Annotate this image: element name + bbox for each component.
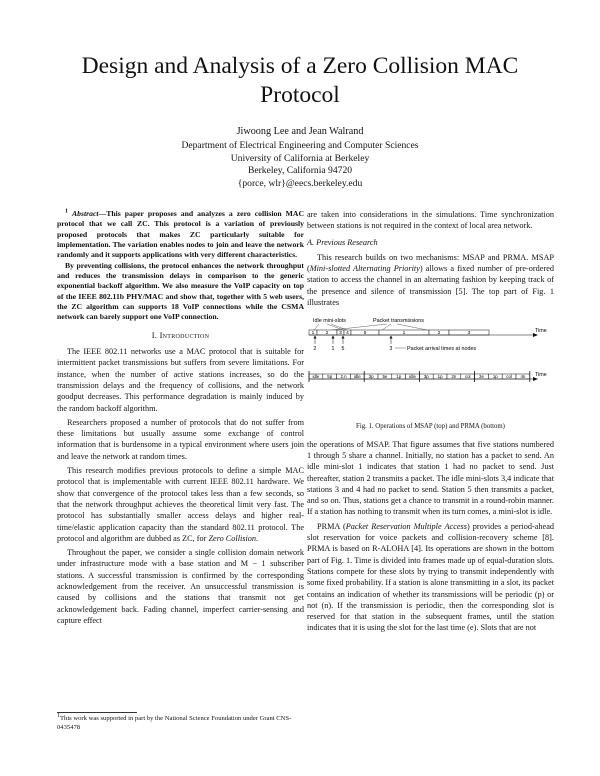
msap-slot-label: 4 xyxy=(346,331,349,337)
paragraph-text: ) allows a fixed number of pre-ordered station to access the channel in an alternating fashion by keeping track of the presence and silence of transmission [5]. The top part of Fig. 1 illustrates xyxy=(307,264,554,308)
prma-timeline xyxy=(309,371,530,382)
right-column xyxy=(307,209,554,634)
section-heading-introduction: I. Introduction xyxy=(151,330,210,340)
paragraph-text: PRMA ( xyxy=(317,521,346,531)
prma-slot-label: 5p xyxy=(327,374,333,380)
figure-1 xyxy=(307,314,554,421)
intro-paragraph-1: The IEEE 802.11 networks use a MAC protocol that is suitable for intermittent packet transmissions but suffers from severe limitations. For instance, when the number of active stations increases, so do the transmission delays and the frequency of collisions, and the network goodput decreases. This performance degradation is mainly induced by the random backoff algorithm. xyxy=(57,347,304,413)
figure-caption: Fig. 1. Operations of MSAP (top) and PRMA (bottom) xyxy=(356,423,505,431)
msap-expansion: Mini-slotted Alternating Priority xyxy=(309,264,420,274)
abstract-paragraph-2: By preventing collisions, the protocol enhances the network throughput and reduces the transmission delays in comparison to the generic exponential backoff algorithm. We also measure the VoIP capacity on top of the IEEE 802.11b PHY/MAC and show that, together with 5 web users, the ZC algorithm can supports 18 VoIP connections while the CSMA network can barely support one VoIP connection. xyxy=(57,260,304,322)
email-line: {porce, wlr}@eecs.berkeley.edu xyxy=(237,177,363,189)
arrival-markers xyxy=(314,336,393,353)
prma-slot-label: 4n xyxy=(520,374,526,380)
protocol-name: Zero Collision xyxy=(208,533,257,543)
author-block xyxy=(40,126,560,190)
msap-slot-label: 3 xyxy=(339,331,342,337)
msap-slot-label: 1 xyxy=(402,331,406,337)
leader-line xyxy=(397,324,427,330)
authors: Jiwoong Lee and Jean Walrand xyxy=(236,126,364,137)
msap-slot-label: 2 xyxy=(325,331,329,337)
prma-slot-label: 3p xyxy=(368,374,374,380)
footnote-text: This work was supported in part by the National Science Foundation under Grant CNS-0435478 xyxy=(57,715,292,731)
msap-slot-label: 5 xyxy=(363,331,367,337)
prma-slot-label: col xyxy=(506,374,512,380)
previous-research-paragraph-2: the operations of MSAP. That figure assumes that five stations numbered 1 through 5 share a channel. Initially, no station has a packet to send. An idle mini-slot 1 indicates that station 1 had no packet to send. Just thereafter, station 2 transmits a packet. The idle mini-slots 3,4 indicate that stations 3 and 4 had no packet to send. Station 5 then transmits a packet, and so on. Thus, stations get a chance to transmit in a round-robin manner. If a station has nothing to transmit when its turn comes, a mini-slot is idle. xyxy=(307,439,554,517)
subsection-heading-previous-research: A. Previous Research xyxy=(307,237,378,247)
abstract-paragraph-1: —This paper proposes and analyzes a zero collision MAC protocol that we call ZC. This protocol is a variation of previously proposed protocols that makes ZC particularly suitable for implementation. The variation enables nodes to join and leave the network randomly and it supports applications with very different characteristics. xyxy=(57,209,304,260)
intro-paragraph-3-text: This research modifies previous protocols to define a simple MAC protocol that is implementable with current IEEE 802.11 hardware. We show that convergence of the protocol takes less than a few seconds, so that the network throughput achieves the theoretical limit very fast. The protocol has substantially smaller access delays and higher real-time/elastic application capacity than the standard 802.11 protocol. The protocol and algorithm are dubbed as ZC, for xyxy=(57,466,304,543)
prma-slot-label: 2.n xyxy=(340,374,347,380)
prma-slot-label: idle xyxy=(409,374,416,380)
arrival-station-label: 5 xyxy=(341,346,345,353)
prma-slot-label: idle xyxy=(353,374,361,380)
msap-slot-label: 2 xyxy=(437,331,441,337)
packet-transmissions-label: Packet transmissions xyxy=(373,318,424,325)
arrival-arrowhead xyxy=(390,336,393,339)
right-continuation-paragraph: are taken into considerations in the simulations. Time synchronization between stations is not required in the context of local area network. xyxy=(307,210,554,231)
arrival-station-label: 1 xyxy=(331,346,335,353)
footnote-rule xyxy=(57,712,137,713)
leader-line xyxy=(382,324,391,330)
previous-research-paragraph-3 xyxy=(307,521,554,634)
prma-slot-label: 2n xyxy=(451,374,457,380)
intro-paragraph-2: Researchers proposed a number of protocols that do not suffer from these limitations but usually assume some exchange of control information that is burdensome in a typical environment where users join and leave the network at random times. xyxy=(57,417,304,461)
affiliation-line: Berkeley, California 94720 xyxy=(247,165,353,177)
prma-slot-label: 1p xyxy=(492,374,498,380)
abstract xyxy=(57,209,304,323)
intro-paragraph-4: Throughout the paper, we consider a single collision domain network under infrastructure mode with a base station and M − 1 subscriber stations. A successful transmission is confirmed by the corresponding acknowledgement from the receiver. An unsuccessful transmission is caused by collisions and the stations that transmit not get acknowledgement back. Fading channel, imperfect carrier-sensing and capture effect xyxy=(57,548,304,625)
abstract-footnote-marker: 1 xyxy=(65,208,68,215)
packet-arrival-label: Packet arrival times at nodes xyxy=(407,346,477,353)
footnote xyxy=(57,712,304,732)
leader-line xyxy=(332,324,387,330)
prma-slot-label: col xyxy=(464,374,471,380)
intro-paragraph-3 xyxy=(57,465,304,544)
arrival-arrowhead xyxy=(332,336,335,339)
affiliation-line: Department of Electrical Engineering and Computer Sciences xyxy=(181,140,419,152)
prma-slot-label: 1p xyxy=(437,374,443,380)
msap-prma-diagram xyxy=(307,314,554,421)
arrival-station-label: 2 xyxy=(313,346,317,353)
abstract-label: Abstract xyxy=(72,209,99,218)
prma-expansion: Packet Reservation Multiple Access xyxy=(345,521,467,531)
paragraph-text: This research builds on two mechanisms: MSAP and PRMA. MSAP ( xyxy=(307,252,554,274)
intro-paragraph-3-end: . xyxy=(256,533,259,543)
prma-slot-label: 1p xyxy=(396,374,402,380)
time-label: Time xyxy=(535,372,547,379)
prma-slot-label: 5e xyxy=(382,374,388,380)
msap-slot-label: 3 xyxy=(467,331,471,337)
arrival-arrowhead xyxy=(342,336,345,339)
paragraph-text: ) provides a period-ahead slot reservation for voice packets and collision-recovery scheme [8]. PRMA is based on R-ALOHA [4]. Its operations are shown in the bottom part of Fig. 1. Time is divided into frames made up of equal-duration slots. Stations compete for these slots by trying to transmit independently with some fixed probability. If a station is alone transmitting in a slot, its packet contains an indication of whether its transmissions will be periodic (p) or not (n). If the transmission is periodic, then the corresponding slot is reserved for that station in the subsequent frames, until the station indicates that it is using the slot for the last time (e). Slots that are not xyxy=(307,521,554,633)
prma-slot-label: idle xyxy=(312,374,320,380)
idle-minislots-label: Idle mini-slots xyxy=(313,318,346,325)
leader-line xyxy=(314,324,319,330)
left-column xyxy=(57,209,304,626)
affiliation-line: University of California at Berkeley xyxy=(230,152,370,164)
previous-research-paragraph-1 xyxy=(307,252,554,308)
prma-slot-label: 3e xyxy=(479,374,484,380)
prma-slot-label: 3p xyxy=(423,374,429,380)
paper-title: Design and Analysis of a Zero Collision MAC Protocol xyxy=(81,53,519,108)
arrival-station-label: 3 xyxy=(389,346,393,353)
msap-slot-label: 1 xyxy=(311,331,315,337)
footnote-marker: 1 xyxy=(57,712,60,719)
time-label: Time xyxy=(535,328,547,335)
